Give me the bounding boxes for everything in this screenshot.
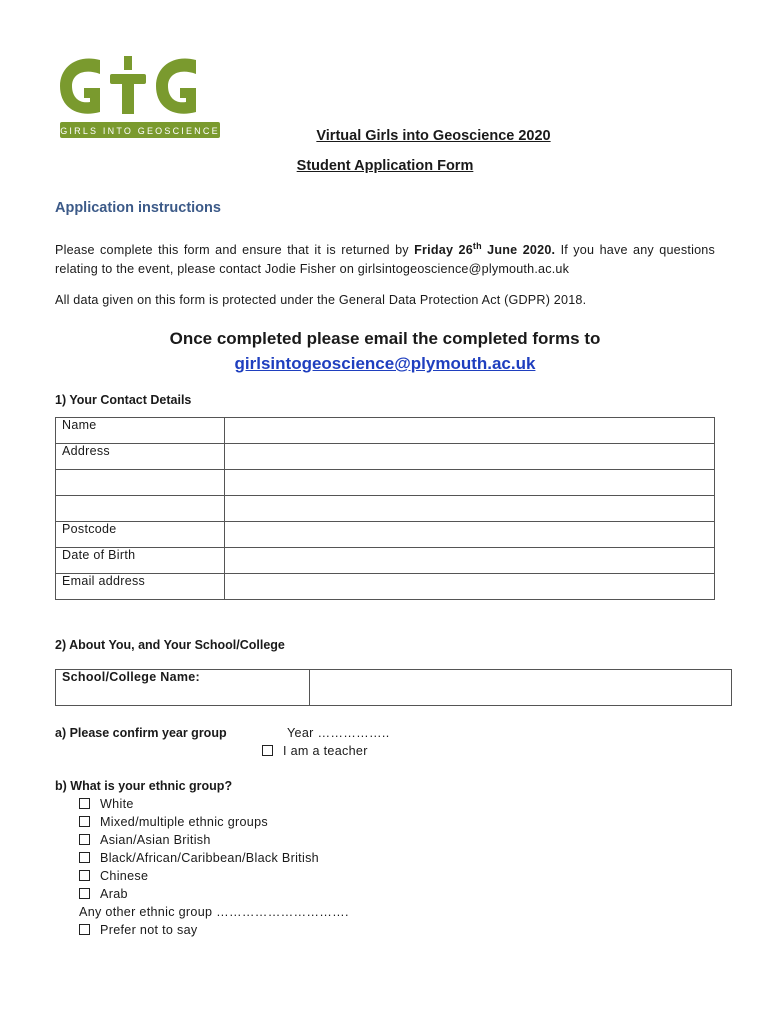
teacher-label: I am a teacher	[283, 744, 368, 758]
email-banner-text: Once completed please email the completed forms to	[169, 329, 601, 348]
about-heading: 2) About You, and Your School/College	[55, 638, 285, 652]
table-row	[56, 574, 715, 600]
gig-logo	[56, 52, 224, 140]
table-row	[56, 470, 715, 496]
dob-input[interactable]	[225, 548, 715, 574]
option-label: Prefer not to say	[100, 923, 198, 937]
gdpr-notice: All data given on this form is protected under the General Data Protection Act (GDPR) 2018.	[55, 293, 587, 307]
row-label	[56, 496, 225, 522]
page-subtitle: Student Application Form	[296, 158, 474, 174]
other-ethnic-group[interactable]: Any other ethnic group ………………………….	[79, 905, 349, 919]
ethnic-option[interactable]	[79, 867, 349, 885]
checkbox[interactable]	[79, 852, 90, 863]
table-row	[56, 496, 715, 522]
table-row	[56, 444, 715, 470]
school-input[interactable]	[310, 670, 732, 706]
option-label: Chinese	[100, 869, 149, 883]
ethnic-option[interactable]	[79, 813, 349, 831]
page-title: Virtual Girls into Geoscience 2020	[316, 128, 551, 144]
table-row	[56, 670, 732, 706]
option-label: Arab	[100, 887, 128, 901]
checkbox[interactable]	[262, 745, 273, 756]
teacher-option[interactable]	[262, 742, 368, 760]
table-row	[56, 548, 715, 574]
year-question: a) Please confirm year group	[55, 726, 227, 740]
name-input[interactable]	[225, 418, 715, 444]
option-label: Asian/Asian British	[100, 833, 211, 847]
option-label: White	[100, 797, 134, 811]
logo-caption: GIRLS INTO GEOSCIENCE	[60, 126, 220, 136]
ethnic-question: b) What is your ethnic group?	[55, 779, 233, 793]
checkbox[interactable]	[79, 798, 90, 809]
checkbox[interactable]	[79, 834, 90, 845]
year-field[interactable]: Year ……………..	[287, 726, 390, 740]
option-label: Mixed/multiple ethnic groups	[100, 815, 268, 829]
school-label: School/College Name:	[56, 670, 310, 706]
school-table	[55, 669, 732, 706]
instructions-paragraph: Please complete this form and ensure that it is returned by Friday 26th June 2020. If you have any questions relating to the event, please contact Jodie Fisher on girlsintogeoscience@plymouth.ac.uk	[55, 241, 715, 277]
checkbox[interactable]	[79, 870, 90, 881]
row-label: Date of Birth	[56, 548, 225, 574]
ethnic-options	[79, 795, 349, 939]
checkbox[interactable]	[79, 816, 90, 827]
contact-table	[55, 417, 715, 600]
table-row	[56, 522, 715, 548]
email-banner	[0, 326, 770, 376]
prefer-not-option[interactable]	[79, 921, 349, 939]
checkbox[interactable]	[79, 888, 90, 899]
ethnic-option[interactable]	[79, 885, 349, 903]
row-label: Address	[56, 444, 225, 470]
option-label: Black/African/Caribbean/Black British	[100, 851, 319, 865]
row-label: Postcode	[56, 522, 225, 548]
postcode-input[interactable]	[225, 522, 715, 548]
instructions-heading: Application instructions	[55, 200, 221, 216]
ethnic-option[interactable]	[79, 831, 349, 849]
row-label: Email address	[56, 574, 225, 600]
address-input-3[interactable]	[225, 496, 715, 522]
address-input-2[interactable]	[225, 470, 715, 496]
address-input-1[interactable]	[225, 444, 715, 470]
contact-heading: 1) Your Contact Details	[55, 393, 192, 407]
email-input[interactable]	[225, 574, 715, 600]
row-label: Name	[56, 418, 225, 444]
table-row	[56, 418, 715, 444]
checkbox[interactable]	[79, 924, 90, 935]
ethnic-option[interactable]	[79, 849, 349, 867]
row-label	[56, 470, 225, 496]
ethnic-option[interactable]	[79, 795, 349, 813]
email-link[interactable]: girlsintogeoscience@plymouth.ac.uk	[234, 354, 536, 373]
